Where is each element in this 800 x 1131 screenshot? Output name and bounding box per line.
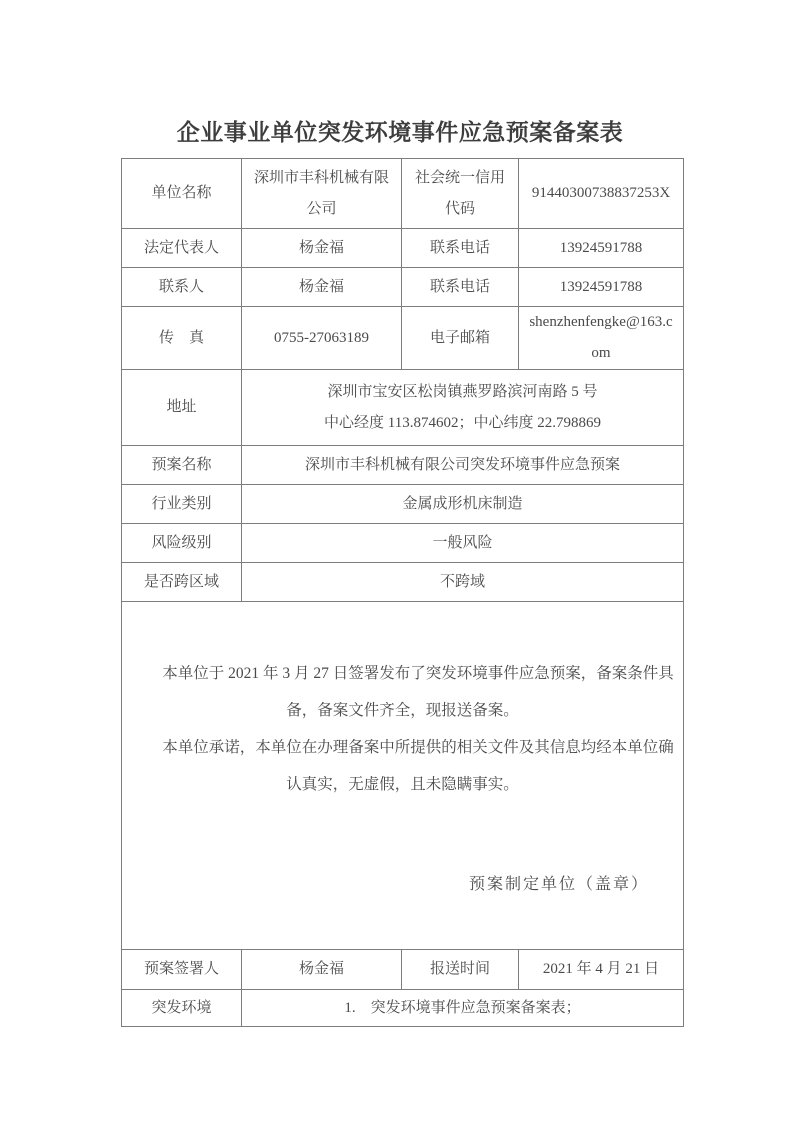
table-row-fax (122, 307, 684, 370)
address-line1: 深圳市宝安区松岗镇燕罗路滨河南路 5 号 (327, 383, 598, 400)
industry-label: 行业类别 (122, 485, 242, 524)
unit-name-label: 单位名称 (122, 159, 242, 229)
table-row-signer (122, 950, 684, 990)
page-title: 企业事业单位突发环境事件应急预案备案表 (176, 120, 624, 145)
legal-rep-label: 法定代表人 (122, 229, 242, 268)
statement-paragraph-2: 本单位承诺，本单位在办理备案中所提供的相关文件及其信息均经本单位确认真实，无虚假，且未隐瞒事实。 (162, 738, 674, 793)
table-row-contact (122, 268, 684, 307)
statement-paragraph-1: 本单位于 2021 年 3 月 27 日签署发布了突发环境事件应急预案，备案条件具备，备案文件齐全，现报送备案。 (162, 664, 674, 719)
submit-time-value: 2021 年 4 月 21 日 (519, 950, 684, 990)
cross-region-value: 不跨域 (242, 563, 684, 602)
email-label: 电子邮箱 (402, 307, 519, 370)
legal-rep-value: 杨金福 (242, 229, 402, 268)
table-row-statement (122, 602, 684, 950)
table-row-plan-name (122, 446, 684, 485)
contact-label: 联系人 (122, 268, 242, 307)
table-row-industry (122, 485, 684, 524)
table-row-risk-level (122, 524, 684, 563)
contact-value: 杨金福 (242, 268, 402, 307)
address-coordinates: 中心经度 113.874602；中心纬度 22.798869 (324, 414, 601, 431)
fax-label: 传 真 (122, 307, 242, 370)
address-label: 地址 (122, 370, 242, 446)
table-row-legal-rep (122, 229, 684, 268)
signer-value: 杨金福 (242, 950, 402, 990)
cross-region-label: 是否跨区域 (122, 563, 242, 602)
plan-name-label: 预案名称 (122, 446, 242, 485)
contact-phone-label: 联系电话 (402, 268, 519, 307)
filing-form-table (121, 158, 684, 1027)
fax-value: 0755-27063189 (242, 307, 402, 370)
attachment-item-1: 1. 突发环境事件应急预案备案表； (242, 990, 684, 1027)
contact-phone-value: 13924591788 (519, 268, 684, 307)
address-value (242, 370, 684, 446)
table-row-attachment (122, 990, 684, 1027)
attachment-label: 突发环境 (122, 990, 242, 1027)
seal-line: 预案制定单位（盖章） (468, 875, 649, 893)
signer-label: 预案签署人 (122, 950, 242, 990)
risk-level-label: 风险级别 (122, 524, 242, 563)
submit-time-label: 报送时间 (402, 950, 519, 990)
legal-phone-label: 联系电话 (402, 229, 519, 268)
table-row-unit-name (122, 159, 684, 229)
risk-level-value: 一般风险 (242, 524, 684, 563)
industry-value: 金属成形机床制造 (242, 485, 684, 524)
email-value: shenzhenfengke@163.com (519, 307, 684, 370)
legal-phone-value: 13924591788 (519, 229, 684, 268)
credit-code-label: 社会统一信用代码 (402, 159, 519, 229)
unit-name-value: 深圳市丰科机械有限公司 (242, 159, 402, 229)
plan-name-value: 深圳市丰科机械有限公司突发环境事件应急预案 (242, 446, 684, 485)
table-row-address (122, 370, 684, 446)
statement-cell (122, 602, 684, 950)
table-row-cross-region (122, 563, 684, 602)
credit-code-value: 91440300738837253X (519, 159, 684, 229)
